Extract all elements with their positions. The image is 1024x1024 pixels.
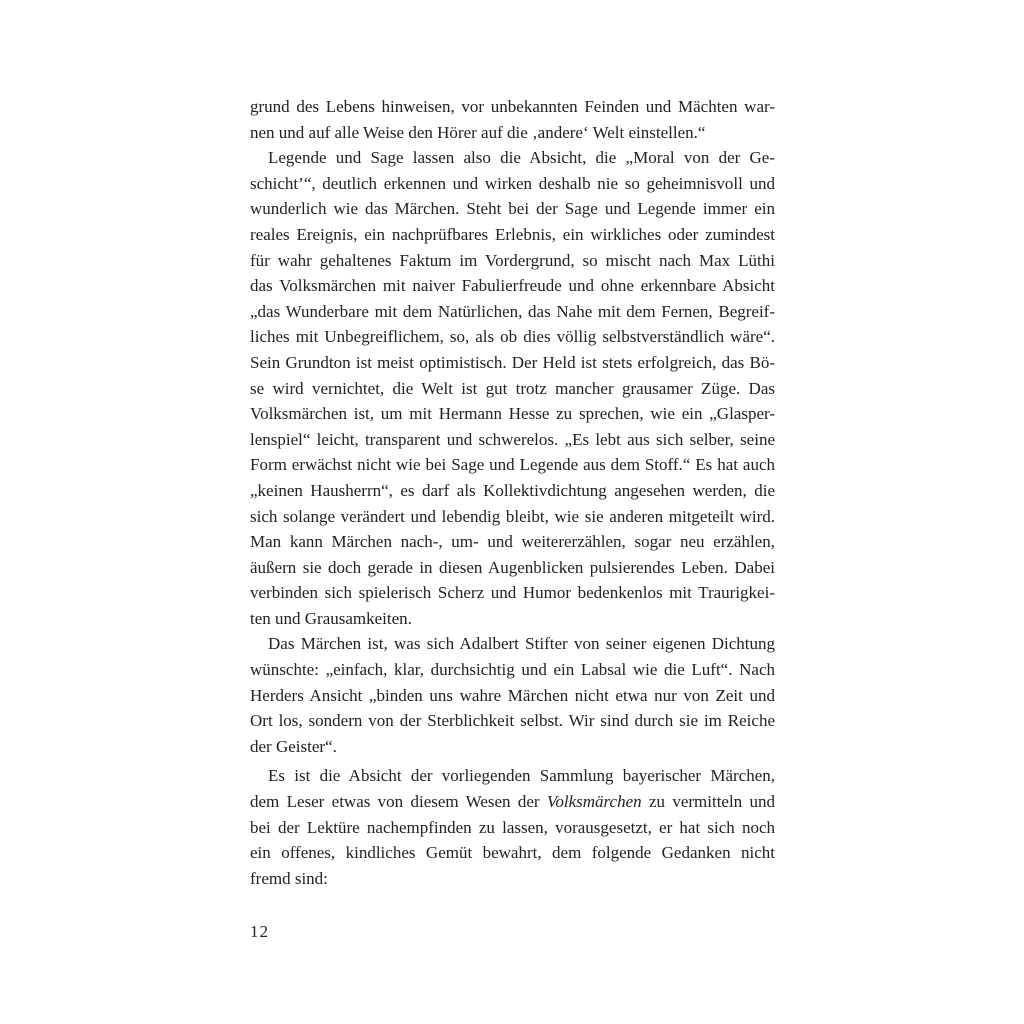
text-line: wunderlich wie das Märchen. Steht bei der Sage und Legende immer ein [250,199,775,219]
text-line: bei der Lektüre nachempfinden zu lassen, vorausgesetzt, er hat sich noch [250,817,775,837]
text-line: Man kann Märchen nach-, um- und weitererzählen, sogar neu erzählen, [250,532,775,552]
paragraph-continuation [250,94,775,145]
paragraph-legende-sage [250,145,775,631]
text-line: grund des Lebens hinweisen, vor unbekannten Feinden und Mächten war- [250,97,775,116]
text-line: lenspiel“ leicht, transparent und schwerelos. „Es lebt aus sich selber, seine [250,429,775,449]
paragraph-stifter-herder [250,631,775,759]
text-line: sich solange verändert und lebendig bleibt, wie sie anderen mitgeteilt wird. [250,506,775,526]
text-line: „keinen Hausherrn“, es darf als Kollektivdichtung angesehen werden, die [250,480,775,500]
text-line: Legende und Sage lassen also die Absicht, die „Moral von der Ge- [268,148,775,168]
page-number: 12 [250,922,269,941]
text-line: verbinden sich spielerisch Scherz und Humor bedenkenlos mit Traurigkei- [250,583,775,603]
text-line: se wird vernichtet, die Welt ist gut trotz mancher grausamer Züge. Das [250,378,775,398]
text-line: nen und auf alle Weise den Hörer auf die ‚andere‘ Welt einstellen.“ [250,122,706,142]
text-line: schicht’“, deutlich erkennen und wirken deshalb nie so geheimnisvoll und [250,173,775,193]
text-line: für wahr gehaltenes Faktum im Vordergrund, so mischt nach Max Lüthi [250,250,775,270]
text-line: reales Ereignis, ein nachprüfbares Erlebnis, ein wirkliches oder zumindest [250,224,775,244]
text-line: Herders Ansicht „binden uns wahre Märchen nicht etwa nur von Zeit und [250,685,775,705]
text-block [250,94,775,891]
text-line: Form erwächst nicht wie bei Sage und Legende aus dem Stoff.“ Es hat auch [250,455,775,475]
text-line: Es ist die Absicht der vorliegenden Sammlung bayerischer Märchen, [268,766,775,786]
text-line: ein offenes, kindliches Gemüt bewahrt, dem folgende Gedanken nicht [250,843,775,863]
text-line: fremd sind: [250,868,328,888]
paragraph-sammlung [250,763,775,891]
text-line: Sein Grundton ist meist optimistisch. Der Held ist stets erfolgreich, das Bö- [250,352,775,372]
text-line: äußern sie doch gerade in diesen Augenblicken pulsierendes Leben. Dabei [250,557,775,577]
text-line: Volksmärchen ist, um mit Hermann Hesse zu sprechen, wie ein „Glasper- [250,404,775,424]
text-line: liches mit Unbegreiflichem, so, als ob dies völlig selbstverständlich wäre“. [250,327,775,347]
text-line: ten und Grausamkeiten. [250,608,412,628]
text-line: der Geister“. [250,736,337,756]
text-line: „das Wunderbare mit dem Natürlichen, das Nahe mit dem Fernen, Begreif- [250,301,775,321]
text-line: Das Märchen ist, was sich Adalbert Stifter von seiner eigenen Dichtung [268,634,775,654]
text-line: Ort los, sondern von der Sterblichkeit selbst. Wir sind durch sie im Reiche [250,711,775,731]
text-line: das Volksmärchen mit naiver Fabulierfreude und ohne erkennbare Absicht [250,276,775,296]
text-line: wünschte: „einfach, klar, durchsichtig und ein Labsal wie die Luft“. Nach [250,660,775,680]
text-line: dem Leser etwas von diesem Wesen der Volksmärchen zu vermitteln und [250,792,776,812]
